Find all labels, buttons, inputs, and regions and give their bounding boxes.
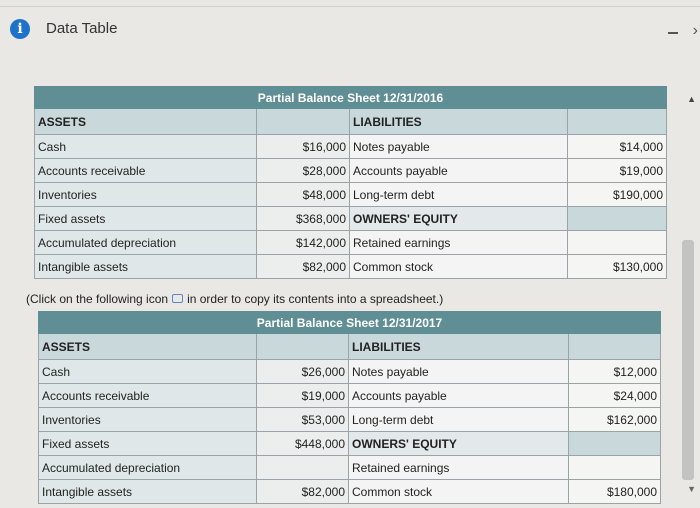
table-row	[39, 480, 661, 504]
liability-value	[569, 432, 661, 456]
asset-label: Accounts receivable	[39, 384, 257, 408]
table-row	[35, 183, 667, 207]
asset-label: Fixed assets	[35, 207, 257, 231]
asset-amount: $82,000	[257, 480, 349, 504]
asset-label: Cash	[35, 135, 257, 159]
liability-value: $162,000	[569, 408, 661, 432]
asset-label: Accounts receivable	[35, 159, 257, 183]
dialog-header	[0, 12, 700, 46]
table-row	[39, 408, 661, 432]
asset-amount: $19,000	[257, 384, 349, 408]
liability-value	[568, 207, 667, 231]
scrollbar-thumb[interactable]	[682, 240, 694, 480]
liability-value: $12,000	[569, 360, 661, 384]
info-icon: i	[10, 19, 30, 39]
asset-amount: $53,000	[257, 408, 349, 432]
asset-amount: $368,000	[257, 207, 350, 231]
owners-equity-header: OWNERS' EQUITY	[349, 432, 569, 456]
copy-to-spreadsheet-icon[interactable]	[172, 294, 183, 303]
liability-value: $14,000	[568, 135, 667, 159]
table-row	[35, 231, 667, 255]
table-row	[35, 159, 667, 183]
liability-label: Notes payable	[349, 360, 569, 384]
asset-amount: $48,000	[257, 183, 350, 207]
liability-label: Notes payable	[350, 135, 568, 159]
assets-header: ASSETS	[35, 109, 257, 135]
asset-label: Intangible assets	[35, 255, 257, 279]
table-row	[39, 384, 661, 408]
table-row	[35, 255, 667, 279]
instruction-text-before: (Click on the following icon	[26, 292, 169, 306]
liability-label: Long-term debt	[349, 408, 569, 432]
liability-value: $180,000	[569, 480, 661, 504]
liabilities-header: LIABILITIES	[349, 334, 569, 360]
sheet-title: Partial Balance Sheet 12/31/2016	[35, 87, 667, 109]
table-row	[35, 207, 667, 231]
assets-header: ASSETS	[39, 334, 257, 360]
liability-label: Accounts payable	[350, 159, 568, 183]
asset-label: Cash	[39, 360, 257, 384]
table-row	[39, 360, 661, 384]
table-row	[39, 432, 661, 456]
liability-value: $190,000	[568, 183, 667, 207]
scroll-down-arrow-icon[interactable]: ▼	[687, 484, 696, 494]
asset-label: Accumulated depreciation	[39, 456, 257, 480]
asset-label: Intangible assets	[39, 480, 257, 504]
table-row	[39, 456, 661, 480]
asset-amount: $448,000	[257, 432, 349, 456]
asset-amount	[257, 456, 349, 480]
asset-label: Inventories	[39, 408, 257, 432]
asset-amount: $26,000	[257, 360, 349, 384]
close-icon[interactable]: ›	[692, 22, 698, 39]
owners-equity-header: OWNERS' EQUITY	[350, 207, 568, 231]
minimize-icon[interactable]	[668, 32, 678, 34]
instruction-text-after: in order to copy its contents into a spreadsheet.)	[187, 292, 444, 306]
liability-value: $19,000	[568, 159, 667, 183]
asset-label: Fixed assets	[39, 432, 257, 456]
table-row	[35, 135, 667, 159]
asset-label: Accumulated depreciation	[35, 231, 257, 255]
dialog-title: Data Table	[46, 20, 118, 37]
liability-label: Common stock	[349, 480, 569, 504]
liability-value	[569, 456, 661, 480]
liability-label: Common stock	[350, 255, 568, 279]
top-divider	[0, 6, 700, 7]
liability-value: $24,000	[569, 384, 661, 408]
asset-amount: $28,000	[257, 159, 350, 183]
liability-label: Long-term debt	[350, 183, 568, 207]
liability-value: $130,000	[568, 255, 667, 279]
liability-label: Retained earnings	[350, 231, 568, 255]
scroll-up-arrow-icon[interactable]: ▲	[687, 94, 696, 104]
sheet-title: Partial Balance Sheet 12/31/2017	[39, 312, 661, 334]
asset-amount: $16,000	[257, 135, 350, 159]
asset-amount: $82,000	[257, 255, 350, 279]
liability-label: Accounts payable	[349, 384, 569, 408]
copy-instruction	[26, 292, 443, 306]
balance-sheet-2016	[34, 86, 667, 279]
liabilities-header: LIABILITIES	[350, 109, 568, 135]
asset-label: Inventories	[35, 183, 257, 207]
liability-label: Retained earnings	[349, 456, 569, 480]
balance-sheet-2017	[38, 311, 661, 504]
asset-amount: $142,000	[257, 231, 350, 255]
liability-value	[568, 231, 667, 255]
